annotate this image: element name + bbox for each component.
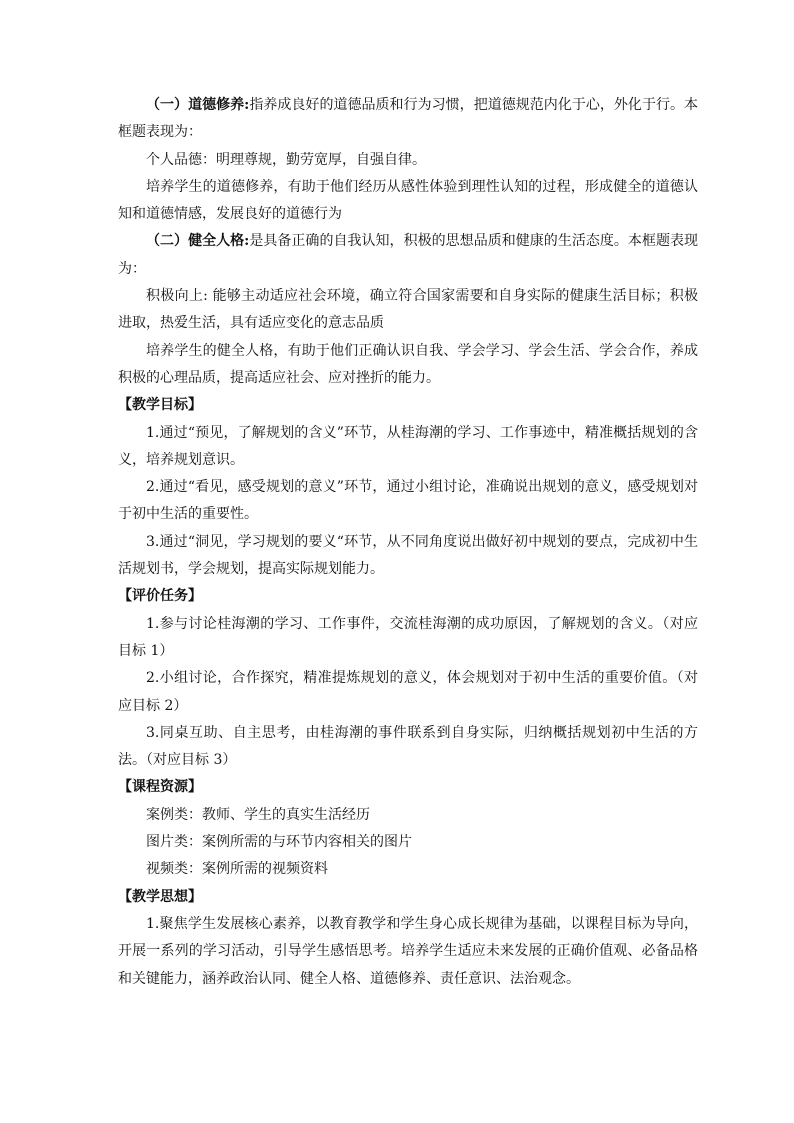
moral-item-2: 培养学生的道德修养，有助于他们经历从感性体验到理性认知的过程，形成健全的道德认知和道德情感，发展良好的道德行为 [118,178,698,223]
moral-item-1: 个人品德：明理尊规，勤劳宽厚，自强自律。 [146,151,426,168]
objective-item-3: 3.通过“洞见，学习规划的要义“环节，从不同角度说出做好初中规划的要点，完成初中生活规划书，学会规划，提高实际规划能力。 [118,533,698,578]
personality-label: （二）健全人格: [146,233,250,250]
objective-item-2: 2.通过“看见，感受规划的意义”环节，通过小组讨论，准确说出规划的意义，感受规划对于初中生活的重要性。 [118,479,698,523]
thinking-heading: 【教学思想】 [118,888,202,905]
personality-item-1: 积极向上: 能够主动适应社会环境，确立符合国家需要和自身实际的健康生活目标；积极进取，热爱生活，具有适应变化的意志品质 [118,288,698,332]
moral-definition: 指养成良好的道德品质和行为习惯，把道德规范内化于心，外化于行。本框题表现为： [118,97,699,141]
resource-item-1: 案例类：教师、学生的真实生活经历 [146,806,370,823]
document-page [118,92,698,993]
resources-heading: 【课程资源】 [118,779,202,796]
evaluation-heading: 【评价任务】 [118,588,202,605]
personality-intro-paragraph [118,228,698,283]
personality-definition: 是具备正确的自我认知，积极的思想品质和健康的生活态度。本框题表现为： [118,233,699,277]
thinking-item-1: 1.聚焦学生发展核心素养，以教育教学和学生身心成长规律为基础，以课程目标为导向，开展一系列的学习活动，引导学生感悟思考。培养学生适应未来发展的正确价值观、必备品格和关键能力，涵养政治认同、健全人格、道德修养、责任意识、法治观念。 [118,915,698,987]
evaluation-item-3: 3.同桌互助、自主思考，由桂海潮的事件联系到自身实际，归纳概括规划初中生活的方法。（对应目标 3） [118,724,698,769]
resource-item-3: 视频类：案例所需的视频资料 [146,861,328,878]
moral-label: （一）道德修养: [146,97,250,113]
personality-item-2: 培养学生的健全人格，有助于他们正确认识自我、学会学习、学会生活、学会合作，养成积极的心理品质，提高适应社会、应对挫折的能力。 [118,342,698,386]
objectives-heading: 【教学目标】 [118,397,202,414]
objective-item-1: 1.通过“预见，了解规划的含义”环节，从桂海潮的学习、工作事迹中，精准概括规划的含义，培养规划意识。 [118,424,698,468]
moral-intro-paragraph [118,92,698,147]
evaluation-item-1: 1.参与讨论桂海潮的学习、工作事件，交流桂海潮的成功原因，了解规划的含义。（对应目标 1） [118,615,698,659]
resource-item-2: 图片类：案例所需的与环节内容相关的图片 [146,834,412,851]
evaluation-item-2: 2.小组讨论，合作探究，精准提炼规划的意义，体会规划对于初中生活的重要价值。（对应目标 2） [118,670,698,714]
